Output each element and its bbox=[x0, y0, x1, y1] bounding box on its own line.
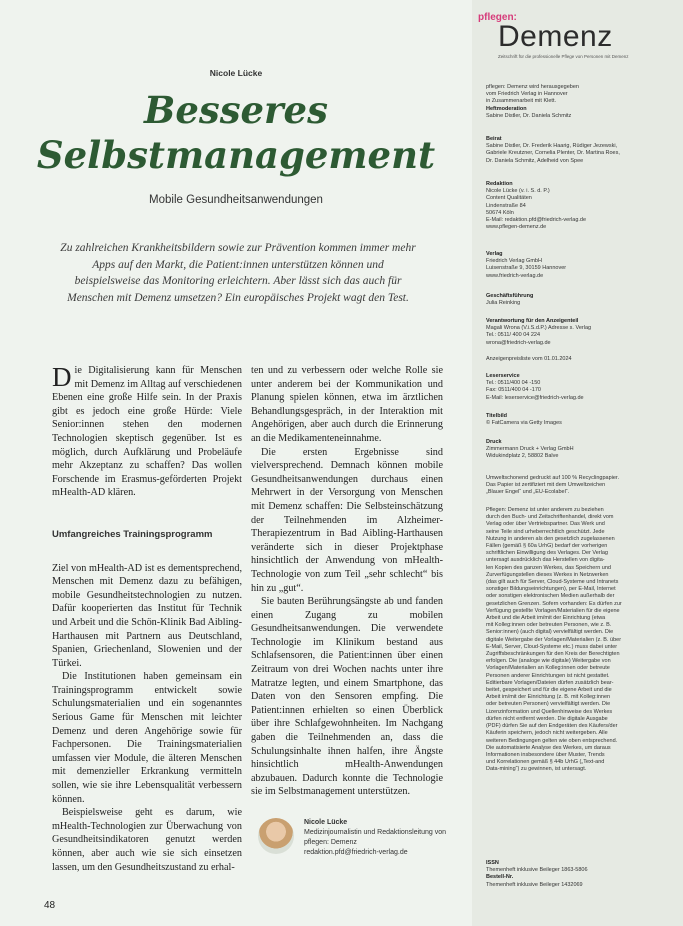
article-title bbox=[0, 88, 472, 178]
imprint-ads: Verantwortung für den Anzeigenteil Magali Wrona (V.i.S.d.P.) Adresse s. Verlag Tel.: 0511/ 400 04 224 wrona@friedrich-verlag.de bbox=[486, 318, 592, 346]
section-heading: Umfangreiches Trainingsprogramm bbox=[52, 528, 213, 540]
imprint-management: Geschäftsführung Julia Reinking bbox=[486, 293, 534, 307]
legal-line: sonstiger Bildungseinrichtungen), per E-Mail, Internet bbox=[486, 586, 616, 593]
legal-line: Editierbare Vorlagen/Dateien dürfen zusätzlich bear- bbox=[486, 679, 614, 686]
title-line-1: Besseres bbox=[144, 88, 328, 132]
legal-line: Verfügung gestellte Vorlagen/Materialien für die eigene bbox=[486, 607, 620, 614]
legal-line: Nutzung in anderen als den gesetzlich zugelassenen bbox=[486, 535, 615, 542]
legal-line: Informationen insbesondere über Muster, Trends bbox=[486, 751, 605, 758]
legal-line: Zurverfügungstellen dieses Werkes in Netzwerken bbox=[486, 571, 609, 578]
dropcap: D bbox=[52, 362, 72, 392]
paragraph: Beispielsweise geht es darum, wie mHealth-Technologien zur Überwachung von Gesundheitsindikatoren genutzt werden können, aber auch wie sie sich einsetzen lassen, um den Gesundheitszustand zu erhal- bbox=[52, 807, 242, 873]
legal-line: erfolgen. Die (analoge wie digitale) Weitergabe von bbox=[486, 658, 611, 665]
imprint-cover-image: Titelbild © FatCamera via Getty Images bbox=[486, 413, 562, 427]
legal-line: seine Teile sind urheberrechtlich geschützt. Jede bbox=[486, 528, 605, 535]
imprint-paper: Umweltschonend gedruckt auf 100 % Recyclingpapier. Das Papier ist zertifiziert mit dem Umweltzeichen „Blauer Engel“ und „EU-Ecolabel“. bbox=[486, 475, 619, 496]
article-column-right bbox=[251, 364, 443, 799]
legal-line: Personen anderer Einrichtungen ist nicht gestattet. bbox=[486, 672, 610, 679]
legal-line: Fällen (gemäß § 60a UrhG) bedarf der vorherigen bbox=[486, 543, 608, 550]
bio-role: Medizinjournalistin und Redaktionsleitung von pflegen: Demenz bbox=[304, 829, 447, 846]
legal-line: digitale Weitergabe der Vorlagen/Materialien (z. B. über bbox=[486, 636, 622, 643]
brand-prefix: pflegen: bbox=[478, 12, 517, 23]
brand-tagline: Zeitschrift für die professionelle Pflege von Personen mit Demenz bbox=[498, 54, 629, 59]
legal-line: beitet, gespeichert und für die eigene Arbeit und die bbox=[486, 687, 612, 694]
paragraph: Die Institutionen haben gemeinsam ein Trainingsprogramm entwickelt sowie Schulungsmaterialien und ein sogenanntes Serious Game für Menschen mit leichter Demenz und deren Angehörige sowie für Fachpersonen. Die Trainingsmaterialien umfassen vier Module, die älteren Menschen mit demenzieller Erkrankung vermitteln sollen, wie sie ihre Lebensqualität verbessern können. bbox=[52, 671, 242, 805]
bio-name: Nicole Lücke bbox=[304, 819, 348, 826]
legal-line: len Kopien des ganzen Werkes, das Speichern und bbox=[486, 564, 611, 571]
article-author: Nicole Lücke bbox=[209, 68, 263, 78]
imprint-verlag: Verlag Friedrich Verlag GmbH Luisenstraße 9, 30159 Hannover www.friedrich-verlag.de bbox=[486, 251, 567, 279]
imprint-reader-service: Leserservice Tel.: 0511/400 04 -150 Fax: 0511/400 04 -170 E-Mail: leserservice@friedrich-verlag.de bbox=[486, 373, 584, 401]
imprint-issn: ISSN Themenheft inklusive Beileger 1863-5806 Bestell-Nr. Themenheft inklusive Beileger 1432069 bbox=[486, 860, 588, 888]
legal-line: dürfen nicht entfernt werden. Die digitale Ausgabe bbox=[486, 715, 608, 722]
legal-line: Verlag oder über Vertriebspartner. Das Werk und bbox=[486, 521, 605, 528]
legal-line: Die automatisierte Analyse des Werkes, um daraus bbox=[486, 744, 611, 751]
imprint-pricelist: Anzeigenpreisliste vom 01.01.2024 bbox=[486, 356, 572, 362]
legal-line: (PDF) dürfen Sie auf den Endgeräten des Käufers/der bbox=[486, 723, 618, 730]
article-column-left bbox=[52, 364, 242, 874]
legal-line: Pflegen: Demenz ist unter anderem zu beziehen bbox=[486, 507, 604, 513]
imprint-legal-notice bbox=[486, 507, 666, 774]
legal-line: gesetzlichen Grenzen. Sofern vorhanden: Es dürfen zur bbox=[486, 600, 622, 607]
legal-line: (das gilt auch für Server, Cloud-Systeme und Intranets bbox=[486, 579, 619, 586]
legal-line: E-Mail, Server, Cloud-Systeme etc.) muss dabei unter bbox=[486, 643, 618, 650]
legal-line: Käuferin speichern, jedoch nicht weitergeben. Alle bbox=[486, 730, 608, 737]
imprint-publisher: pflegen: Demenz wird herausgegeben vom Friedrich Verlag in Hannover in Zusammenarbeit mit Klett. Heftmoderation Sabine Distler, Dr. Daniela Schmitz bbox=[486, 84, 579, 119]
legal-line: Senior:innen) (auch digital) vervielfältigt werden. Die bbox=[486, 629, 614, 636]
bio-email[interactable]: redaktion.pfd@friedrich-verlag.de bbox=[304, 849, 408, 856]
page-number: 48 bbox=[44, 900, 56, 911]
legal-line: Zugriffsbeschränkungen für den Kreis der Berechtigten bbox=[486, 651, 620, 658]
legal-line: weiteren Bedingungen gelten wie oben entsprechend. bbox=[486, 737, 618, 744]
legal-line: Arbeit im/mit der Einrichtung (z. B. mit Kolleg:innen bbox=[486, 694, 611, 701]
paragraph: Sie bauten Berührungsängste ab und fanden einen Zugang zu mobilen Gesundheitsanwendungen. Die verwendete Technologie im Klinikum bestand aus Schlafsensoren, die Patient:innen über einen Zeitraum von drei Wochen nachts unter ihre Matratze legten, und einem Smartphone, das Daten von den Sensoren empfing. Die Patient:innen erhielten so einen Überblick über ihre Schlafgewohnheiten. Im Nachgang gaben die Teilnehmenden an, dass die Schulungsinhalte ihnen halfen, ihre Ängste hinsichtlich mHealth-Anwendungen abzubauen. Dadurch konnte die Technologie sie im Selbstmanagement unterstützen. bbox=[251, 596, 443, 798]
imprint-editorial: Redaktion Nicole Lücke (v. i. S. d. P.) Content Qualitäten Lindenstraße 84 50674 Köln E-Mail: redaktion.pfd@friedrich-verlag.de www.pflegen-demenz.de bbox=[486, 181, 587, 231]
article-lead: Zu zahlreichen Krankheitsbildern sowie zur Prävention kommen immer mehr Apps auf den Markt, die Patient:innen unterstützen können und beispielsweise das Monitoring erleichtern. Aber lässt sich das auch für Menschen mit Demenz umsetzen? Ein europäisches Projekt wagt den Test. bbox=[60, 242, 416, 304]
legal-line: Arbeit und die Arbeit im/mit der Einrichtung (etwa bbox=[486, 615, 606, 622]
imprint-advisory-board: Beirat Sabine Distler, Dr. Frederik Haarig, Rüdiger Jezewski, Gabriele Kreutzner, Cornelia Plenter, Dr. Martina Roes, Dr. Daniela Schmitz, Adelheid von Spee bbox=[486, 136, 620, 164]
paragraph: Die Digitalisierung kann für Menschen mit Demenz im Alltag auf verschiedenen Ebenen eine große Hilfe sein. In der Praxis gibt es jedoch eine große Hürde: Viele Senior:innen stehen den modernen Technologien skeptisch gegenüber. Ist es möglich, durch Aufklärung und Probeläufe mehr Akzeptanz zu schaffen? Das wollen Forschende im Erasmus-geförderten Projekt mHealth-AD klären. bbox=[52, 362, 242, 499]
title-line-2: Selbstmanagement bbox=[36, 133, 436, 177]
paragraph: Ziel von mHealth-AD ist es dementsprechend, Menschen mit Demenz dazu zu befähigen, mobile Gesundheitstechnologien zu nutzen. Dafür kooperierten das Institut für Technik und Arbeit und die Schön-Klinik Bad Aibling-Harthausen mit Partnern aus Deutschland, Spanien, Griechenland, Slowenien und der Türkei. bbox=[52, 562, 242, 669]
brand-logo: Demenz bbox=[498, 20, 613, 53]
legal-line: Vorlagen/Materialien an Kolleg:innen oder betreute bbox=[486, 665, 610, 672]
legal-line: mit Kolleg:innen oder betreuten Personen, wie z. B. bbox=[486, 622, 612, 629]
legal-line: oder sonstigen elektronischen Medien außerhalb der bbox=[486, 593, 615, 600]
paragraph: ten und zu verbessern oder welche Rolle sie unter anderem bei der Kommunikation und Planung spielen können, etwa im ärztlichen Behandlungsgespräch, in der Interaktion mit Angehörigen, aber auch durch die Erinnerung an die Medikamenteneinnahme. bbox=[251, 365, 443, 444]
article-subtitle: Mobile Gesundheitsanwendungen bbox=[149, 194, 323, 206]
paragraph: Die ersten Ergebnisse sind vielversprechend. Demnach können mobile Gesundheitsanwendungen durchaus einen Mehrwert in der Versorgung von Menschen mit Demenz schaffen: Die Selbsteinschätzung der Teilnehmenden im Alzheimer-Therapiezentrum in Bad Aibling-Harthausen veränderte sich in dieser Projektphase hinsichtlich der Anwendung von mHealth-Technologie von zum Teil „sehr schlecht“ bis hin zu „gut“. bbox=[251, 446, 443, 594]
imprint-print: Druck Zimmermann Druck + Verlag GmbH Widukindplatz 2, 58802 Balve bbox=[486, 439, 574, 460]
legal-line: untersagt ausdrücklich das Herstellen von digita- bbox=[486, 557, 605, 564]
legal-line: Data-mining“) zu gewinnen, ist untersagt. bbox=[486, 766, 587, 773]
legal-line: Lizenzinformation und Quellenhinweise des Werkes bbox=[486, 708, 613, 715]
legal-line: oder betreuten Personen) vervielfältigt werden. Die bbox=[486, 701, 611, 708]
legal-line: und Korrelationen gemäß § 44b UrhG („Text-and bbox=[486, 759, 605, 766]
legal-line: durch den Buch- und Zeitschriftenhandel, direkt vom bbox=[486, 514, 614, 521]
author-avatar bbox=[258, 818, 294, 854]
legal-line: schriftlichen Einwilligung des Verlages. Der Verlag bbox=[486, 550, 608, 557]
